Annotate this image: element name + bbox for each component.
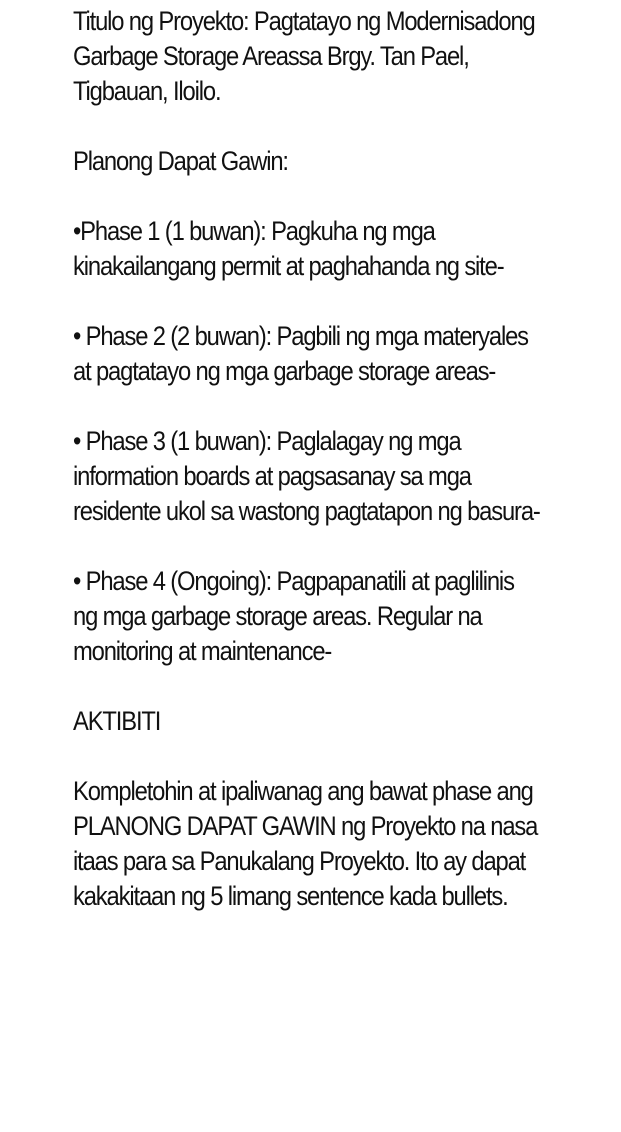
phase-2-item: • Phase 2 (2 buwan): Pagbili ng mga materyales at pagtatayo ng mga garbage storage areas- [73,321,534,386]
project-title: Titulo ng Proyekto: Pagtatayo ng Modernisadong Garbage Storage Areassa Brgy. Tan Pael, Tigbauan, Iloilo. [73,6,541,106]
spacer [73,669,543,704]
document-body [73,4,543,914]
activity-instructions: Kompletohin at ipaliwanag ang bawat phase ang PLANONG DAPAT GAWIN ng Proyekto na nasa itaas para sa Panukalang Proyekto. Ito ay dapat kakakitaan ng 5 limang sentence kada bullets. [73,776,543,911]
plan-heading: Planong Dapat Gawin: [73,146,288,176]
spacer [73,389,543,424]
activity-heading: AKTIBITI [73,706,161,736]
spacer [73,739,543,774]
spacer [73,529,543,564]
spacer [73,284,543,319]
phase-4-item: • Phase 4 (Ongoing): Pagpapanatili at paglilinis ng mga garbage storage areas. Regular na monitoring at maintenance- [73,566,520,666]
spacer [73,179,543,214]
phase-1-item: •Phase 1 (1 buwan): Pagkuha ng mga kinakailangang permit at paghahanda ng site- [73,216,504,281]
phase-3-item: • Phase 3 (1 buwan): Paglalagay ng mga information boards at pagsasanay sa mga residente ukol sa wastong pagtatapon ng basura- [73,426,540,526]
spacer [73,109,543,144]
